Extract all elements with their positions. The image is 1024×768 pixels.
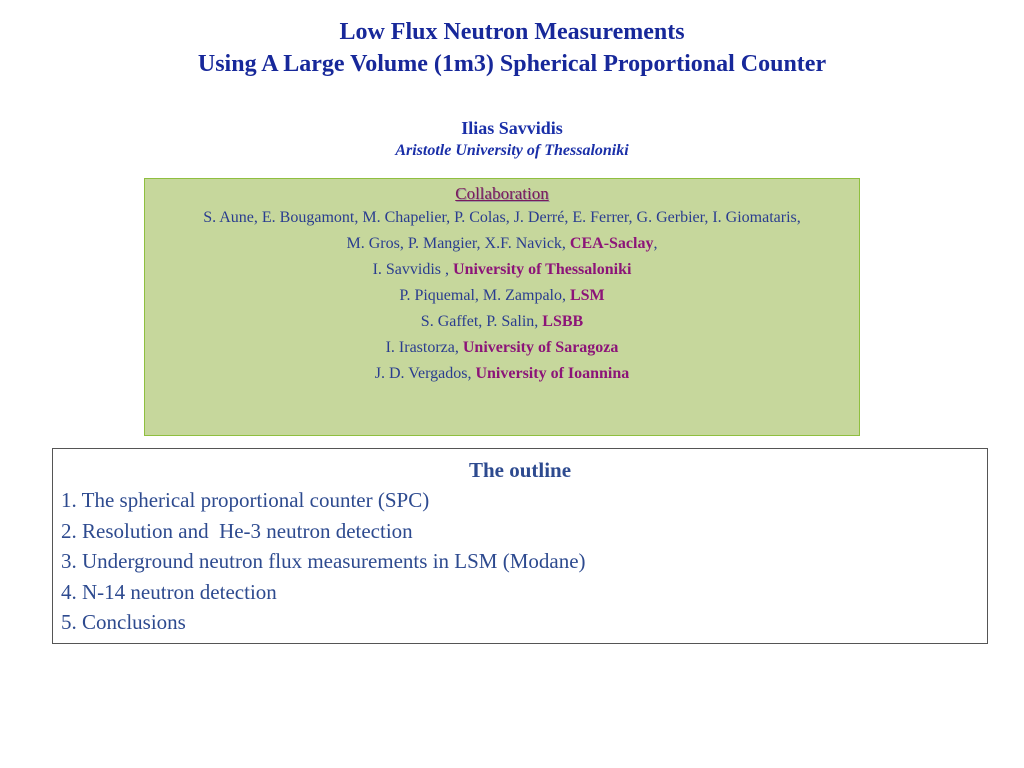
collaboration-institution: University of Thessaloniki	[453, 261, 632, 278]
collaboration-institution: University of Saragoza	[462, 339, 619, 356]
collaboration-names: P. Piquemal, M. Zampalo,	[399, 287, 570, 304]
collaboration-line	[145, 365, 859, 383]
collaboration-line	[145, 209, 859, 227]
collaboration-institution: University of Ioannina	[475, 365, 630, 382]
collaboration-names: M. Gros, P. Mangier, X.F. Navick,	[346, 235, 570, 252]
collaboration-names: I. Savvidis ,	[372, 261, 454, 278]
outline-item: 3. Underground neutron flux measurements in LSM (Modane)	[61, 549, 586, 573]
outline-item: 4. N-14 neutron detection	[61, 579, 277, 604]
author-affiliation: Aristotle University of Thessaloniki	[395, 142, 629, 159]
collaboration-heading: Collaboration	[455, 184, 549, 203]
collaboration-names: I. Irastorza,	[385, 339, 463, 356]
collaboration-box	[144, 178, 860, 436]
outline-box	[52, 448, 988, 644]
collaboration-institution: CEA-Saclay	[569, 235, 654, 252]
author-block	[0, 116, 1024, 162]
collaboration-line	[145, 235, 859, 253]
collaboration-names: S. Aune, E. Bougamont, M. Chapelier, P. Colas, J. Derré, E. Ferrer, G. Gerbier, I. Giomataris,	[203, 209, 801, 226]
collaboration-institution: LSM	[569, 287, 605, 304]
title-line-2: Using A Large Volume (1m3) Spherical Proportional Counter	[197, 51, 827, 77]
collaboration-institution: LSBB	[542, 313, 584, 330]
outline-list	[53, 485, 987, 638]
title-line-1: Low Flux Neutron Measurements	[339, 19, 685, 45]
collaboration-line	[145, 313, 859, 331]
outline-item: 5. Conclusions	[61, 610, 186, 634]
slide-title	[0, 16, 1024, 80]
outline-item: 2. Resolution and He-3 neutron detection	[61, 518, 413, 543]
collaboration-names: S. Gaffet, P. Salin,	[420, 313, 543, 330]
collaboration-line	[145, 287, 859, 305]
outline-heading: The outline	[468, 458, 572, 482]
collaboration-line	[145, 261, 859, 279]
collaboration-suffix: ,	[653, 235, 658, 252]
collaboration-line	[145, 339, 859, 357]
author-name: Ilias Savvidis	[461, 118, 563, 138]
collaboration-names: J. D. Vergados,	[374, 365, 476, 382]
outline-item: 1. The spherical proportional counter (SPC)	[61, 488, 430, 512]
